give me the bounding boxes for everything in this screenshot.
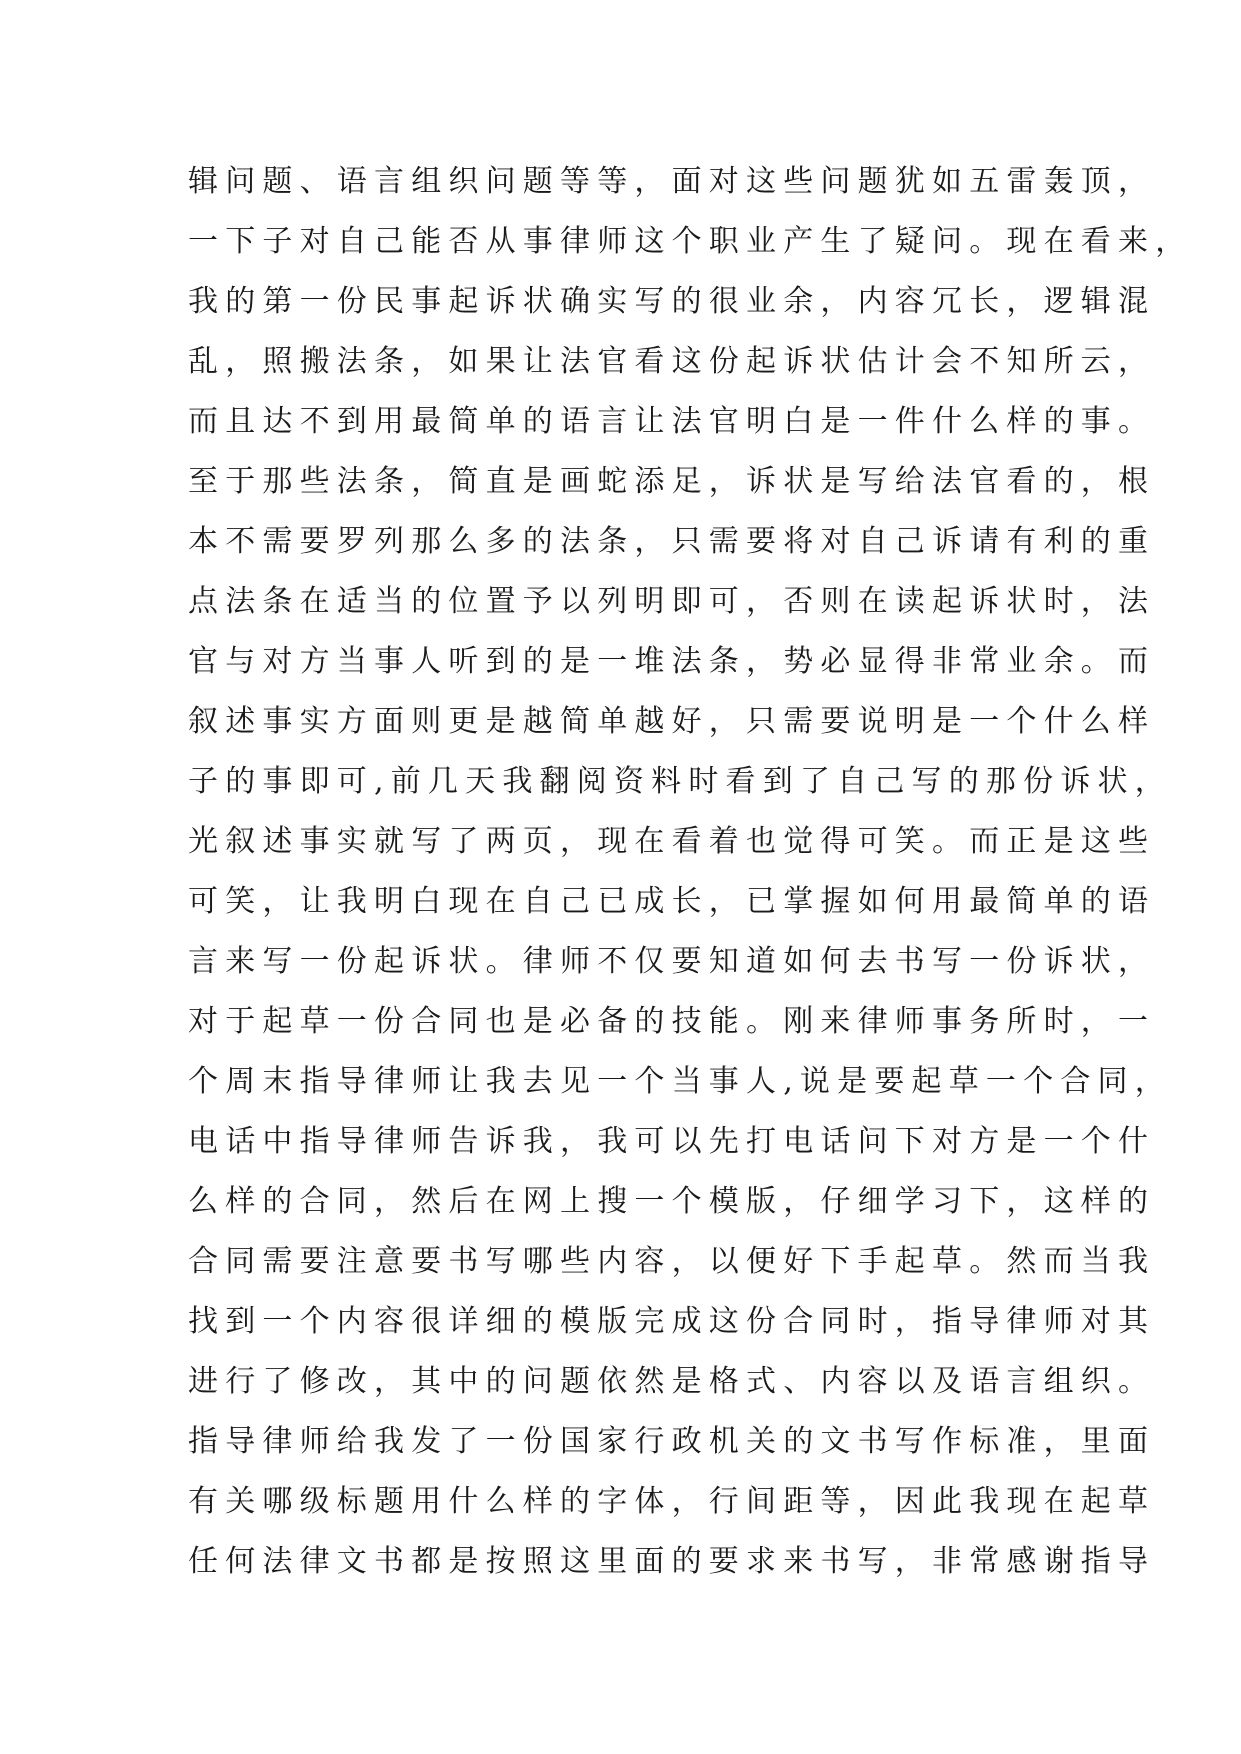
text-line: 任何法律文书都是按照这里面的要求来书写，非常感谢指导 — [188, 1544, 1156, 1579]
text-line: 进行了修改，其中的问题依然是格式、内容以及语言组织。 — [188, 1364, 1156, 1399]
body-text — [188, 152, 1193, 1592]
text-line: 指导律师给我发了一份国家行政机关的文书写作标准，里面 — [188, 1424, 1156, 1459]
text-line: 官与对方当事人听到的是一堆法条，势必显得非常业余。而 — [188, 644, 1156, 679]
text-line: 至于那些法条，简直是画蛇添足，诉状是写给法官看的，根 — [188, 464, 1156, 499]
text-line: 乱，照搬法条，如果让法官看这份起诉状估计会不知所云， — [188, 344, 1156, 379]
text-line: 言来写一份起诉状。律师不仅要知道如何去书写一份诉状， — [188, 944, 1156, 979]
text-line: 本不需要罗列那么多的法条，只需要将对自己诉请有利的重 — [188, 524, 1156, 559]
text-line: 有关哪级标题用什么样的字体，行间距等，因此我现在起草 — [188, 1484, 1156, 1519]
text-line: 合同需要注意要书写哪些内容，以便好下手起草。然而当我 — [188, 1244, 1156, 1279]
text-line: 辑问题、语言组织问题等等，面对这些问题犹如五雷轰顶， — [188, 164, 1156, 199]
text-line: 点法条在适当的位置予以列明即可，否则在读起诉状时，法 — [188, 584, 1156, 619]
text-line: 一下子对自己能否从事律师这个职业产生了疑问。现在看来， — [188, 224, 1193, 259]
text-line: 叙述事实方面则更是越简单越好，只需要说明是一个什么样 — [188, 704, 1156, 739]
text-line: 电话中指导律师告诉我，我可以先打电话问下对方是一个什 — [188, 1124, 1156, 1159]
text-line: 找到一个内容很详细的模版完成这份合同时，指导律师对其 — [188, 1304, 1156, 1339]
text-line: 光叙述事实就写了两页，现在看着也觉得可笑。而正是这些 — [188, 824, 1156, 859]
text-line: 而且达不到用最简单的语言让法官明白是一件什么样的事。 — [188, 404, 1156, 439]
text-line: 子的事即可,前几天我翻阅资料时看到了自己写的那份诉状， — [188, 764, 1172, 799]
text-line: 我的第一份民事起诉状确实写的很业余，内容冗长，逻辑混 — [188, 284, 1156, 319]
text-line: 对于起草一份合同也是必备的技能。刚来律师事务所时，一 — [188, 1004, 1156, 1039]
text-line: 可笑，让我明白现在自己已成长，已掌握如何用最简单的语 — [188, 884, 1156, 919]
text-line: 么样的合同，然后在网上搜一个模版，仔细学习下，这样的 — [188, 1184, 1156, 1219]
text-line: 个周末指导律师让我去见一个当事人,说是要起草一个合同， — [188, 1064, 1172, 1099]
